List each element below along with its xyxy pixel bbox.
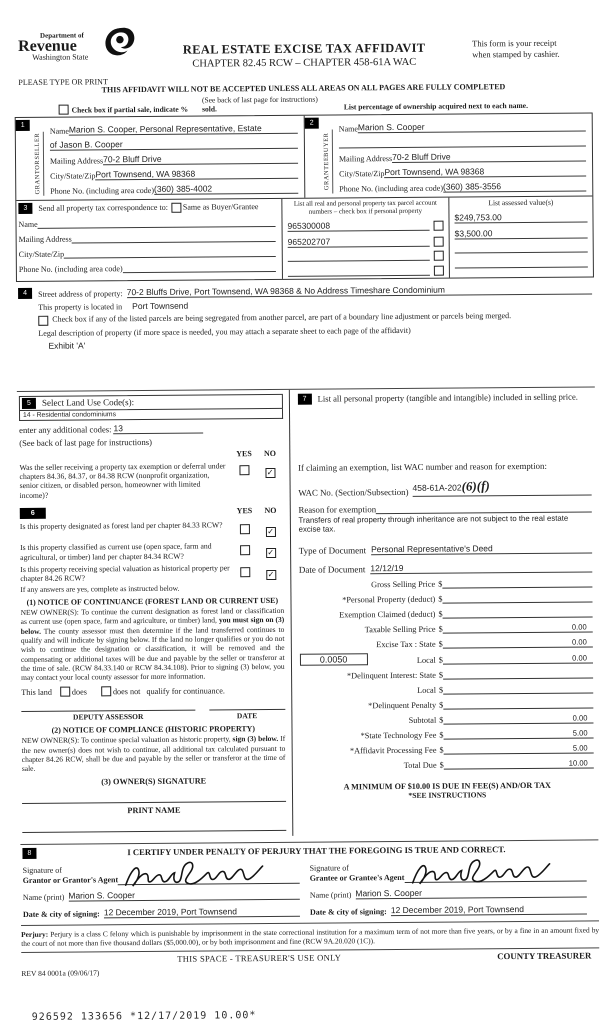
tax-line-value-11[interactable]: 5.00 xyxy=(444,744,594,755)
sec6-yes-header: YES xyxy=(236,506,253,516)
buyer-label-text: BUYER xyxy=(322,132,331,157)
section-6-number: 6 xyxy=(20,508,46,519)
sec6-q1-yes-checkbox[interactable] xyxy=(240,524,250,534)
grantee-signature xyxy=(408,855,558,888)
notice1-body xyxy=(21,606,285,682)
same-as-buyer-label: Same as Buyer/Grantee xyxy=(182,202,259,212)
parcel-number-4[interactable] xyxy=(288,274,430,276)
seller-side-label xyxy=(32,132,45,196)
seller-mailing-label: Mailing Address xyxy=(49,156,104,166)
dor-logo xyxy=(18,31,158,62)
correspondence-parcels-strip xyxy=(16,195,593,280)
sec6-q2-no-checkbox[interactable]: ✓ xyxy=(267,548,275,558)
tax-line-label-10: *State Technology Fee xyxy=(360,730,437,741)
parcel-personal-checkbox-2[interactable] xyxy=(434,236,444,246)
notice2-pre: NEW OWNER(S): To continue special valuation as historic property, xyxy=(21,734,233,746)
parcel-personal-checkbox-1[interactable] xyxy=(433,221,443,231)
tax-line-value-2[interactable] xyxy=(443,608,593,619)
ownership-note: List percentage of ownership acquired next to each name. xyxy=(343,100,529,112)
parcel-numbers-header: List all real and personal property tax parcel account numbers – check box if personal property xyxy=(293,199,437,216)
owner-print-name-line[interactable] xyxy=(22,829,286,833)
corr-phone-value[interactable] xyxy=(123,271,276,273)
tax-line-value-3[interactable]: 0.00 xyxy=(443,623,593,634)
parcel-number-3[interactable] xyxy=(288,260,430,262)
wac-value-line[interactable] xyxy=(412,476,591,496)
scanned-form xyxy=(14,25,600,1022)
dollar-sign: $ xyxy=(438,579,443,589)
seller-phone-value[interactable]: (360) 385-4002 xyxy=(154,183,298,195)
assessed-value-4[interactable] xyxy=(455,266,588,268)
dollar-sign: $ xyxy=(439,715,444,725)
perjury-text: Perjury is a class C felony which is punishable by imprisonment in the state correctional institution for a maximum term of not more than five years, or by a fine in an amount fixed by the court of not more than five thousand dollars ($5,000.00), or by both imprisonment and fine (RCW 9A.20.020 (1C)). xyxy=(21,925,600,949)
lower-columns xyxy=(17,386,598,838)
sec5-question: Was the seller receiving a property tax exemption or deferral under chapters 84.36, 84.37, or 84.38 RCW (nonprofit organization, senior citizen, or disabled person, homeowner with limited income)? xyxy=(19,460,226,500)
legal-description-value[interactable]: Exhibit 'A' xyxy=(48,340,86,351)
acceptance-warning: THIS AFFIDAVIT WILL NOT BE ACCEPTED UNLESS ALL AREAS ON ALL PAGES ARE FULLY COMPLETED xyxy=(101,82,506,95)
grantee-date-value[interactable]: 12 December 2019, Port Townsend xyxy=(391,903,587,916)
receipt-note xyxy=(472,37,590,59)
logo-revenue: Revenue xyxy=(18,37,77,55)
tax-line-value-8[interactable] xyxy=(443,699,593,710)
sec6-q3-yes-checkbox[interactable] xyxy=(240,567,250,577)
tax-line-label-7: Local xyxy=(417,685,437,695)
sold-label: sold. xyxy=(202,104,217,114)
sec6-question-3: Is this property receiving special valuation as historical property per chapter 84.26 RCW? xyxy=(20,563,230,584)
buyer-phone-value[interactable]: (360) 385-3556 xyxy=(443,181,586,193)
if-yes-note: If any answers are yes, complete as instructed below. xyxy=(20,583,180,594)
wac-handwritten: (6)(f) xyxy=(461,477,491,494)
seller-section xyxy=(16,116,305,200)
receipt-note-line2: when stamped by cashier. xyxy=(472,48,560,60)
type-of-document-value[interactable]: Personal Representative's Deed xyxy=(371,543,592,556)
tax-line-label-9: Subtotal xyxy=(408,715,437,726)
sec5-no-header: NO xyxy=(263,448,277,458)
correspondence-section xyxy=(16,199,282,281)
seller-name-value[interactable]: Marion S. Cooper, Personal Representative, Estate xyxy=(69,123,298,136)
local-rate-box: 0.0050 xyxy=(300,653,368,666)
seller-label-text: SELLER xyxy=(33,133,42,160)
county-treasurer-label: COUNTY TREASURER xyxy=(497,950,592,961)
dollar-sign: $ xyxy=(438,639,443,649)
grantor-name-value[interactable]: Marion S. Cooper xyxy=(68,888,300,901)
tax-line-value-4[interactable]: 0.00 xyxy=(443,638,593,649)
notice2-post: If the new owner(s) does not wish to continue, all additional tax calculated pursuant to chapter 84.26 RCW, shall be due and payable by the seller or transferor at the time of sale. xyxy=(21,734,286,774)
assessor-date-line[interactable]: DATE xyxy=(209,709,285,721)
see-instructions-note: *SEE INSTRUCTIONS xyxy=(408,790,487,801)
does-label: does xyxy=(71,687,87,697)
assessed-value-1[interactable]: $249,753.00 xyxy=(454,212,587,224)
grantee-sig-label-2: Grantee or Grantee's Agent xyxy=(309,872,405,883)
seller-name-label: Name xyxy=(49,126,69,136)
buyer-city-label: City/State/Zip xyxy=(339,169,385,179)
notice2-title: (2) NOTICE OF COMPLIANCE (HISTORIC PROPERTY) xyxy=(51,724,256,736)
buyer-mailing-label: Mailing Address xyxy=(338,154,393,164)
dollar-sign: $ xyxy=(438,594,443,604)
print-name-label: PRINT NAME xyxy=(127,805,181,815)
notice1-post: The county assessor must then determine if the land transferred continues to qualify and will indicate by signing below. If the land no longer qualifies or you do not wish to continue the designation or classification, it will be removed and the compensating or additional taxes will be due and payable by the seller or transferor at the time of sale. (RCW 84.33.140 or RCW 84.34.108). Prior to signing (3) below, you may contact your local county assessor for more information. xyxy=(20,624,285,683)
tax-line-value-10[interactable]: 5.00 xyxy=(443,729,593,740)
corr-name-label: Name xyxy=(18,219,38,229)
see-back-note: (See back of last page for instructions) xyxy=(201,94,318,105)
certification-section xyxy=(20,839,599,926)
buyer-name-value-2[interactable] xyxy=(339,146,586,149)
segregated-label: Check box if any of the listed parcels are being segregated from another parcel, are part of a boundary line adjustment or parcels being merged. xyxy=(52,310,512,324)
land-use-label: Select Land Use Code(s): xyxy=(41,397,135,408)
parcel-number-2[interactable]: 965202707 xyxy=(288,235,430,247)
section-7-number: 7 xyxy=(298,393,312,404)
grantor-sig-label-1: Signature of xyxy=(22,866,62,876)
logo-dept-of: Department of xyxy=(40,31,84,40)
form-title: REAL ESTATE EXCISE TAX AFFIDAVIT xyxy=(182,40,426,57)
sec5-yes-no-header xyxy=(19,449,283,460)
buyer-mailing-value[interactable]: 70-2 Bluff Drive xyxy=(392,151,586,164)
partial-sale-checkbox[interactable] xyxy=(59,105,69,115)
sec5-yes-checkbox[interactable] xyxy=(239,465,249,475)
dor-swirl-icon xyxy=(102,27,136,57)
grantor-name-label: Name (print) xyxy=(22,892,65,902)
land-does-checkbox[interactable] xyxy=(60,687,70,697)
exemption-claim-label: If claiming an exemption, list WAC number and reason for exemption: xyxy=(298,460,547,473)
sec6-q1-no-checkbox[interactable]: ✓ xyxy=(267,527,274,537)
dollar-sign: $ xyxy=(439,745,444,755)
notice1-title: (1) NOTICE OF CONTINUANCE (FOREST LAND OR CURRENT USE) xyxy=(26,595,279,607)
assessor-signature-lines xyxy=(21,709,285,722)
grantee-signature-line[interactable] xyxy=(404,856,586,882)
type-of-document-label: Type of Document xyxy=(298,545,367,556)
grantee-name-label: Name (print) xyxy=(309,889,352,900)
grantee-sig-label-1: Signature of xyxy=(309,863,349,874)
dollar-sign: $ xyxy=(438,670,444,680)
buyer-name-value[interactable]: Marion S. Cooper xyxy=(358,121,586,134)
grantee-date-label: Date & city of signing: xyxy=(309,906,387,917)
sec5-no-checkbox[interactable]: ✓ xyxy=(266,467,274,477)
located-in-label: This property is located in xyxy=(38,301,123,312)
minimum-due-note: A MINIMUM OF $10.00 IS DUE IN FEE(S) AND/OR TAX xyxy=(343,780,551,792)
sec6-no-header: NO xyxy=(264,506,277,516)
please-type-or-print: PLEASE TYPE OR PRINT xyxy=(18,77,108,87)
tax-line-value-6[interactable] xyxy=(443,669,593,680)
tax-line-value-5[interactable]: 0.00 xyxy=(443,654,593,665)
section-5-number: 5 xyxy=(22,397,36,408)
street-address-value[interactable]: 70-2 Bluffs Drive, Port Townsend, WA 98368 & No Address Timeshare Condominium xyxy=(127,283,592,298)
dollar-sign: $ xyxy=(438,685,444,695)
assessed-value-2[interactable]: $3,500.00 xyxy=(455,227,588,239)
buyer-section xyxy=(304,113,593,197)
corr-name-value[interactable] xyxy=(38,226,276,229)
personal-property-blank[interactable] xyxy=(298,402,592,462)
seller-name-value-2[interactable]: of Jason B. Cooper xyxy=(50,138,298,151)
wac-label: WAC No. (Section/Subsection) xyxy=(298,486,409,498)
title-block xyxy=(154,41,454,70)
notice1-bold: you must sign on (3) below. xyxy=(20,615,285,636)
buyer-side-label xyxy=(321,129,334,193)
tax-line-label-4: Excise Tax : State xyxy=(376,639,436,650)
parcel-numbers-section xyxy=(281,198,449,279)
personal-property-label: List all personal property (tangible and intangible) included in selling price. xyxy=(317,391,578,404)
seller-mailing-value[interactable]: 70-2 Bluff Drive xyxy=(103,153,298,166)
dollar-sign: $ xyxy=(439,700,444,710)
additional-codes-value[interactable]: 13 xyxy=(113,422,203,434)
parcel-number-1[interactable]: 965300008 xyxy=(287,220,429,232)
right-column xyxy=(288,387,598,835)
buyer-phone-label: Phone No. (including area code) xyxy=(339,183,444,194)
grantor-label-text: GRANTOR xyxy=(34,159,42,195)
tax-line-label-0: Gross Selling Price xyxy=(371,579,436,590)
located-in-value[interactable]: Port Townsend xyxy=(132,300,189,311)
street-address-label: Street address of property: xyxy=(38,288,123,299)
notice2-body xyxy=(22,734,286,773)
dollar-sign: $ xyxy=(438,609,443,619)
sec6-yes-no-header xyxy=(20,506,284,519)
corr-phone-label: Phone No. (including area code) xyxy=(18,264,123,274)
reason-value: Transfers of real property through inheritance are not subject to the real estate excise tax. xyxy=(298,513,569,535)
partial-sale-label: Check box if partial sale, indicate % xyxy=(71,104,189,115)
grantor-date-label: Date & city of signing: xyxy=(22,908,100,919)
parcel-personal-checkbox-3[interactable] xyxy=(434,251,444,261)
grantor-signature-line[interactable] xyxy=(118,858,300,884)
assessed-value-3[interactable] xyxy=(455,252,588,254)
form-rev-number: REV 84 0001a (09/06/17) xyxy=(21,967,100,978)
assessed-values-section xyxy=(448,196,593,277)
corr-city-label: City/State/Zip xyxy=(18,249,65,259)
grantor-signature-block xyxy=(23,858,310,918)
certify-statement: I CERTIFY UNDER PENALTY OF PERJURY THAT THE FOREGOING IS TRUE AND CORRECT. xyxy=(127,844,506,858)
grantee-label-text: GRANTEE xyxy=(323,156,331,191)
dollar-sign: $ xyxy=(438,655,443,665)
tax-line-label-1: *Personal Property (deduct) xyxy=(342,594,436,605)
sec6-question-2: Is this property classified as current use (open space, farm and agricultural, or timber) land per chapter 84.34 RCW? xyxy=(20,541,212,562)
dollar-sign: $ xyxy=(439,730,444,740)
seller-city-label: City/State/Zip xyxy=(50,171,96,181)
dollar-sign: $ xyxy=(438,624,443,634)
parcel-personal-checkbox-4[interactable] xyxy=(434,265,444,275)
segregated-checkbox[interactable] xyxy=(38,315,48,325)
tax-line-label-8: *Delinquent Penalty xyxy=(368,700,437,711)
tax-line-label-5: Local xyxy=(416,655,436,665)
treasurer-space-label: THIS SPACE - TREASURER'S USE ONLY xyxy=(177,952,342,964)
section-2-number: 2 xyxy=(305,118,319,129)
section-4-number: 4 xyxy=(18,287,32,298)
tax-line-label-3: Taxable Selling Price xyxy=(364,624,436,635)
section-8-number: 8 xyxy=(22,847,36,858)
tax-line-label-6: *Delinquent Interest: State xyxy=(346,670,436,681)
tax-line-label-2: Exemption Claimed (deduct) xyxy=(339,609,436,620)
tax-line-value-12[interactable]: 10.00 xyxy=(444,759,594,770)
date-of-document-value[interactable]: 12/12/19 xyxy=(370,562,592,575)
grantee-signature-block xyxy=(310,856,597,916)
deputy-assessor-line[interactable]: DEPUTY ASSESSOR xyxy=(21,710,195,722)
property-section xyxy=(16,277,595,381)
tax-line-value-0[interactable] xyxy=(442,578,592,589)
grantee-name-value[interactable]: Marion S. Cooper xyxy=(355,886,587,899)
reason-label: Reason for exemption xyxy=(298,503,377,515)
tax-line-value-1[interactable] xyxy=(442,593,592,604)
tax-line-value-7[interactable] xyxy=(443,684,593,695)
corr-mailing-label: Mailing Address xyxy=(18,234,72,244)
sec6-q2-yes-checkbox[interactable] xyxy=(240,545,250,555)
sec6-q3-no-checkbox[interactable]: ✓ xyxy=(267,569,275,579)
this-land-label: This land xyxy=(21,687,52,697)
date-of-document-label: Date of Document xyxy=(298,564,366,575)
grantor-sig-label-2: Grantor or Grantor's Agent xyxy=(22,875,119,885)
tax-line-label-11: *Affidavit Processing Fee xyxy=(349,745,437,756)
notice1-pre: NEW OWNER(S): To continue the current designation as forest land or classification as current use (open space, farm and agriculture, or timber) land, xyxy=(20,605,285,627)
receipt-note-line1: This form is your receipt xyxy=(472,37,557,49)
land-use-code-value[interactable]: 14 - Residential condominiums xyxy=(19,409,283,421)
section-3-number: 3 xyxy=(18,203,32,214)
tax-line-label-12: Total Due xyxy=(403,760,437,771)
seller-phone-label: Phone No. (including area code) xyxy=(50,185,155,196)
perjury-note xyxy=(21,925,599,948)
logo-wa-state: Washington State xyxy=(32,52,89,62)
left-column xyxy=(17,389,292,837)
header-subrow xyxy=(59,92,593,114)
land-use-see-back: (See back of last page for instructions) xyxy=(19,436,152,448)
same-as-buyer-checkbox[interactable] xyxy=(171,202,181,212)
sec5-yes-header: YES xyxy=(236,448,252,458)
tax-line-value-9[interactable]: 0.00 xyxy=(443,714,593,725)
buyer-name-label: Name xyxy=(338,124,358,134)
buyer-city-value[interactable]: Port Townsend, WA 98368 xyxy=(384,166,586,179)
form-header xyxy=(14,25,592,92)
section-1-number: 1 xyxy=(16,120,30,131)
assessed-values-header: List assessed value(s) xyxy=(488,197,554,208)
perjury-bold: Perjury: xyxy=(21,929,49,939)
grantor-date-value[interactable]: 12 December 2019, Port Townsend xyxy=(104,905,300,918)
corr-mailing-value[interactable] xyxy=(72,241,276,244)
grantor-signature xyxy=(122,858,272,891)
does-not-label: does not xyxy=(112,686,141,697)
seller-city-value[interactable]: Port Townsend, WA 98368 xyxy=(95,168,298,181)
parties-box xyxy=(15,112,594,281)
notice2-bold: sign (3) below. xyxy=(232,734,279,744)
legal-description-label: Legal description of property (if more space is needed, you may attach a separate sheet to each page of the affidavit) xyxy=(38,325,411,338)
wac-value: 458-61A-202 xyxy=(412,482,462,493)
send-correspondence-label: Send all property tax correspondence to: xyxy=(38,202,168,213)
land-does-not-checkbox[interactable] xyxy=(101,687,111,697)
sec6-question-1: Is this property designated as forest land per chapter 84.33 RCW? xyxy=(19,520,223,532)
owners-signature-title: (3) OWNER(S) SIGNATURE xyxy=(101,776,207,786)
form-subtitle: CHAPTER 82.45 RCW – CHAPTER 458-61A WAC xyxy=(192,56,417,70)
dollar-sign: $ xyxy=(439,760,444,770)
corr-city-value[interactable] xyxy=(64,256,276,259)
qualify-label: qualify for continuance. xyxy=(146,686,225,696)
additional-codes-label: enter any additional codes: xyxy=(19,423,112,435)
treasurer-row xyxy=(21,947,599,965)
cashier-stamp: 926592 133656 *12/17/2019 10.00* xyxy=(31,1009,257,1023)
